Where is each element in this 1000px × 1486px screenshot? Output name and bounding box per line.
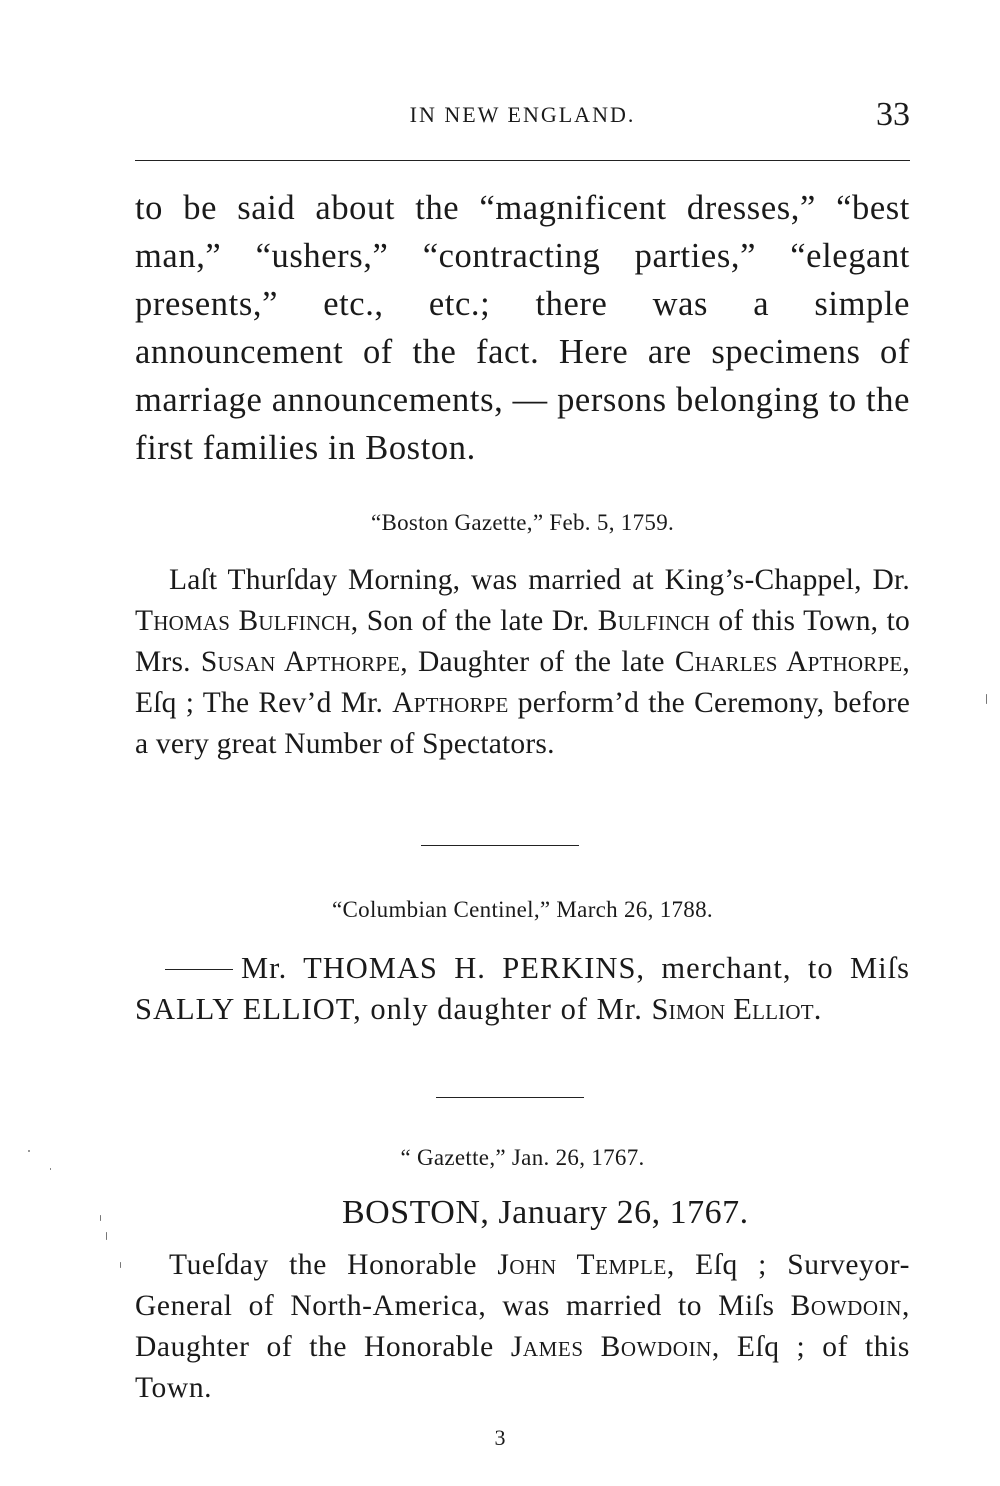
- print-speck: [120, 1262, 121, 1268]
- running-head: [135, 96, 910, 144]
- notice-text-segment: , Son of the late Dr.: [350, 605, 598, 637]
- name-charles-apthorpe: Charles Apthorpe: [674, 646, 903, 678]
- name-bowdoin: Bowdoin: [790, 1290, 903, 1322]
- notice-text-segment: Laſt Thurſday Morning, was married at King’s-Chappel, Dr.: [169, 564, 910, 596]
- name-simon-elliot: Simon Elliot.: [651, 992, 822, 1026]
- name-apthorpe: Apthorpe: [392, 687, 509, 719]
- name-john-temple: John Temple: [497, 1249, 667, 1281]
- notice-text: [135, 1245, 910, 1409]
- intro-paragraph: [135, 184, 910, 472]
- notice-text: [135, 948, 910, 1030]
- name-bulfinch: Bulfinch: [597, 605, 711, 637]
- page-number: 33: [876, 96, 910, 133]
- notice-text-segment: , Eſq ; The Rev’d Mr.: [135, 646, 910, 719]
- notice-text-segment: , Eſq ; Surveyor-General of North-America, was married to Miſs: [135, 1249, 910, 1322]
- print-speck: [100, 1215, 101, 1221]
- print-speck: [50, 1168, 51, 1170]
- signature-mark: 3: [494, 1425, 506, 1450]
- section-divider: [436, 1097, 584, 1098]
- notice-text-segment: , Daughter of the late: [400, 646, 675, 678]
- name-thomas-bulfinch: Thomas Bulfinch: [135, 605, 351, 637]
- source-columbian-centinel-1788: “Columbian Centinel,” March 26, 1788.: [332, 897, 713, 922]
- em-dash-rule: [165, 969, 233, 970]
- notice-text-segment: , Eſq ; of this Town.: [135, 1331, 910, 1404]
- notice-text-segment: Tueſday the Honorable: [169, 1249, 498, 1281]
- running-title: IN NEW ENGLAND.: [409, 102, 636, 127]
- print-speck: [28, 1150, 30, 1152]
- print-speck: [986, 694, 987, 704]
- name-james-bowdoin: James Bowdoin: [510, 1331, 712, 1363]
- source-boston-gazette-1759: “Boston Gazette,” Feb. 5, 1759.: [370, 510, 675, 535]
- notice-text-segment: Mr. THOMAS H. PERKINS, merchant, to Miſs SALLY ELLIOT, only daughter of Mr.: [135, 951, 910, 1026]
- print-speck: [106, 1232, 107, 1240]
- notice-text-segment: of this Town, to Mrs.: [135, 605, 910, 678]
- notice-text-segment: , Daughter of the Honorable: [135, 1290, 910, 1363]
- intro-text: to be said about the “magnificent dresses,” “best man,” “ushers,” “contracting parties,” “elegant presents,” etc., etc.; there was a simple announcement of the fact. Here are specimens of marriage announcements, — persons belonging to the first families in Boston.: [135, 189, 910, 467]
- section-divider: [421, 845, 579, 846]
- marriage-notice-perkins: [135, 948, 910, 1030]
- name-susan-apthorpe: Susan Apthorpe: [200, 646, 401, 678]
- notice-text-segment: perform’d the Ceremony, before a very great Number of Spectators.: [135, 687, 910, 760]
- marriage-notice-temple: [135, 1245, 910, 1409]
- header-rule: [135, 160, 910, 161]
- source-gazette-1767: “ Gazette,” Jan. 26, 1767.: [400, 1145, 645, 1170]
- dateline-boston: BOSTON, January 26, 1767.: [342, 1194, 749, 1231]
- notice-text: [135, 560, 910, 765]
- marriage-notice-bulfinch: [135, 560, 910, 765]
